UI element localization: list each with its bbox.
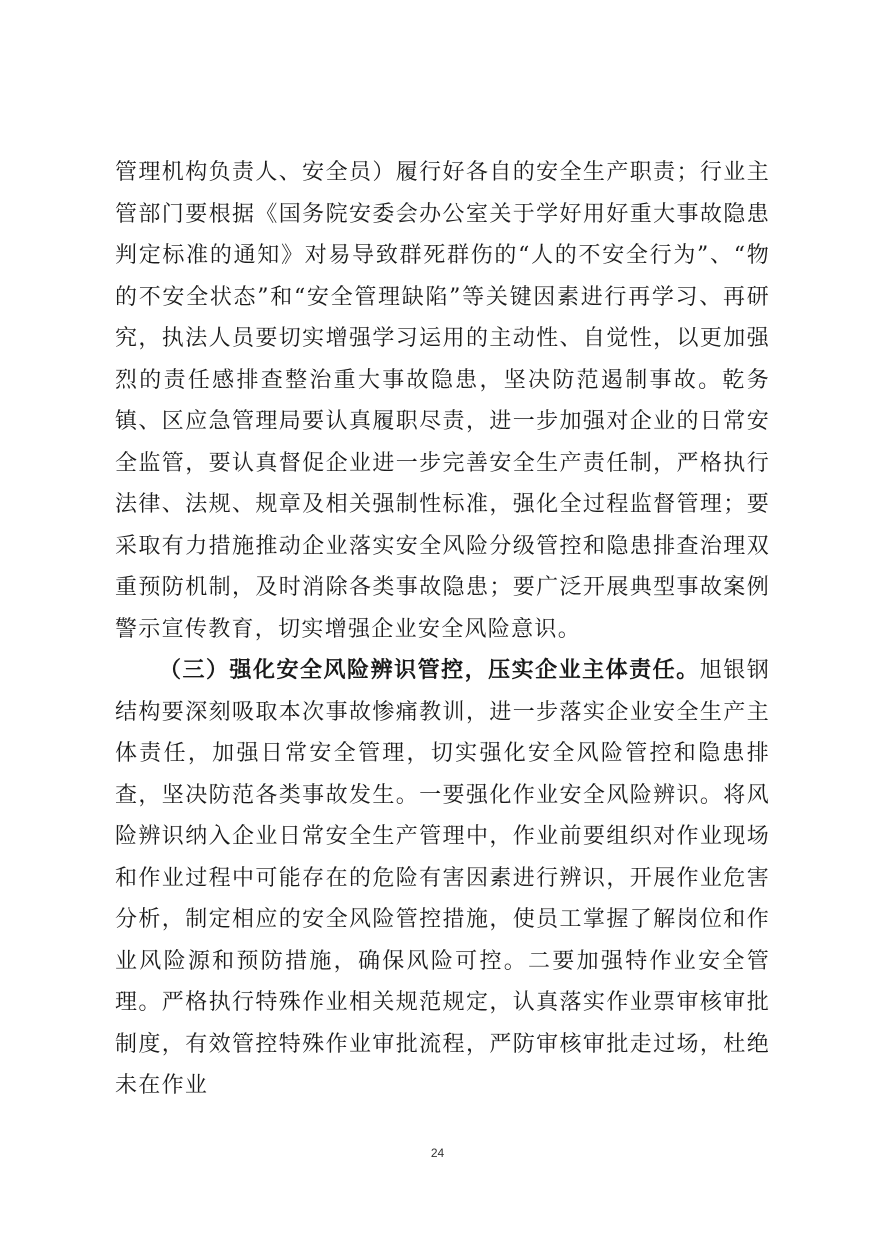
section-heading: （三）强化安全风险辨识管控，压实企业主体责任。 xyxy=(159,657,700,683)
paragraph-2-text: 旭银钢结构要深刻吸取本次事故惨痛教训，进一步落实企业安全生产主体责任，加强日常安全管理，切实强化安全风险管控和隐患排查，坚决防范各类事故发生。一要强化作业安全风险辨识。将风险辨识纳入企业日常安全生产管理中，作业前要组织对作业现场和作业过程中可能存在的危险有害因素进行辨识，开展作业危害分析，制定相应的安全风险管控措施，使员工掌握了解岗位和作业风险源和预防措施，确保风险可控。二要加强特作业安全管理。严格执行特殊作业相关规范规定，认真落实作业票审核审批制度，有效管控特殊作业审批流程，严防审核审批走过场，杜绝未在作业 xyxy=(115,658,771,1098)
page-number: 24 xyxy=(430,1146,445,1160)
paragraph-1-text: 管理机构负责人、安全员）履行好各自的安全生产职责；行业主管部门要根据《国务院安委会办公室关于学好用好重大事故隐患判定标准的通知》对易导致群死群伤的“人的不安全行为”、“物的不安全状态”和“安全管理缺陷”等关键因素进行再学习、再研究，执法人员要切实增强学习运用的主动性、自觉性，以更加强烈的责任感排查整治重大事故隐患，坚决防范遏制事故。乾务镇、区应急管理局要认真履职尽责，进一步加强对企业的日常安全监管，要认真督促企业进一步完善安全生产责任制，严格执行法律、法规、规章及相关强制性标准，强化全过程监督管理；要采取有力措施推动企业落实安全风险分级管控和隐患排查治理双重预防机制，及时消除各类事故隐患；要广泛开展典型事故案例警示宣传教育，切实增强企业安全风险意识。 xyxy=(115,160,770,642)
paragraph-continued xyxy=(115,152,770,650)
paragraph-section-three xyxy=(115,650,770,1107)
body-text xyxy=(115,152,770,1107)
